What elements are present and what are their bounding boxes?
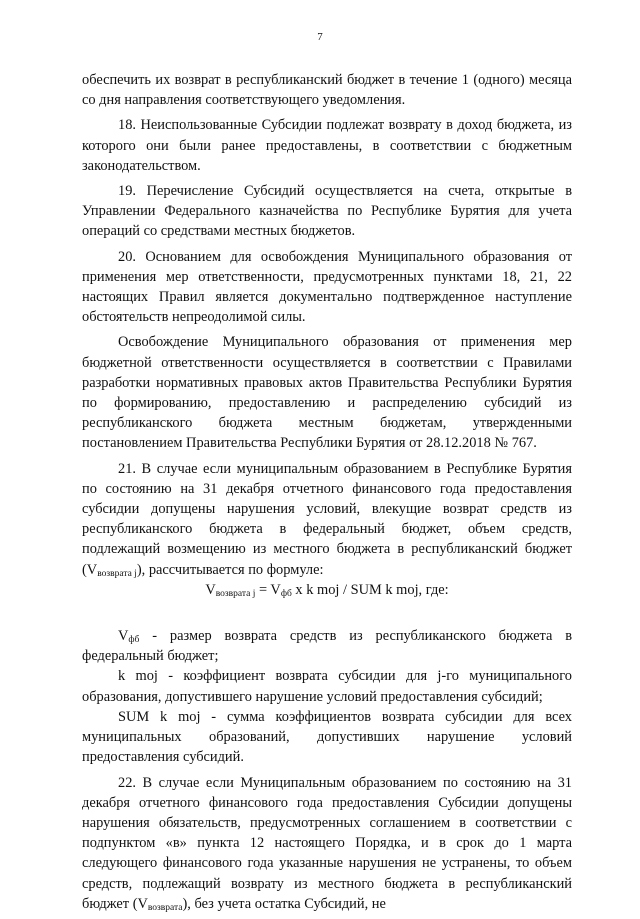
definition-vfb bbox=[82, 626, 572, 666]
formula-end: x k moj / SUM k moj, где: bbox=[291, 581, 449, 598]
definition-vfb-v: V bbox=[118, 628, 129, 645]
paragraph-21-end: ), рассчитывается по формуле: bbox=[136, 561, 324, 578]
paragraph-21-subscript: возврата j bbox=[97, 568, 137, 579]
paragraph-22-end: ), без учета остатка Субсидий, не bbox=[182, 895, 386, 912]
paragraph-18: 18. Неиспользованные Субсидии подлежат возврату в доход бюджета, из которого они были ранее предоставлены, в соответствии с бюджетным законодательством. bbox=[82, 117, 572, 174]
paragraph-22-subscript: возврата bbox=[147, 902, 183, 913]
paragraph-20-release: Освобождение Муниципального образования от применения мер бюджетной ответственности осуществляется в соответствии с Правилами разработки нормативных правовых актов Правительства Республики Бурятия по формированию, предоставлению и распределению субсидий из республиканского бюджета местным бюджетам, утвержденными постановлением Правительства Республики Бурятия от 28.12.2018 № 767. bbox=[82, 334, 572, 452]
formula-sub-return: возврата j bbox=[215, 588, 256, 599]
definition-vfb-sub: фб bbox=[128, 635, 140, 646]
page-number: 7 bbox=[317, 31, 323, 43]
definition-kmoj: k moj - коэффициент возврата субсидии для j-го муниципального образования, допустившего нарушение условий предоставления субсидий; bbox=[82, 668, 572, 705]
paragraph-21 bbox=[82, 459, 572, 580]
paragraph-19: 19. Перечисление Субсидий осуществляется на счета, открытые в Управлении Федерального казначейства по Республике Бурятия для учета операций со средствами местных бюджетов. bbox=[82, 183, 572, 240]
paragraph-continued: обеспечить их возврат в республиканский бюджет в течение 1 (одного) месяца со дня направления соответствующего уведомления. bbox=[82, 72, 572, 109]
paragraph-21-text: 21. В случае если муниципальным образованием в Республике Бурятия по состоянию на 31 декабря отчетного финансового года предоставления субсидии допущены нарушения условий, влекущие возврат средств из республиканского бюджета в федеральный бюджет, объем средств, подлежащий возмещению из местного бюджета в республиканский бюджет (V bbox=[82, 460, 572, 578]
paragraph-20: 20. Основанием для освобождения Муниципального образования от применения мер ответственности, предусмотренных пунктами 18, 21, 22 настоящих Правил является документально подтвержденное наступление обстоятельств непреодолимой силы. bbox=[82, 248, 572, 326]
formula bbox=[82, 580, 572, 600]
document-body bbox=[82, 70, 572, 919]
formula-sub-fb: фб bbox=[280, 588, 292, 599]
formula-v: V bbox=[205, 581, 216, 598]
paragraph-22-text: 22. В случае если Муниципальным образованием по состоянию на 31 декабря отчетного финансового года предоставления Субсидии допущены нарушения обязательств, предусмотренных соглашением в соответствии с подпунктом «в» пункта 12 настоящего Порядка, и в срок до 1 марта следующего финансового года указанные нарушения не устранены, то объем средств, подлежащий возврату из местного бюджета в республиканский бюджет (V bbox=[82, 774, 572, 912]
definition-sum-kmoj: SUM k moj - сумма коэффициентов возврата субсидии для всех муниципальных образований, допустивших нарушение условий предоставления субсидий. bbox=[82, 708, 572, 766]
definition-vfb-text: - размер возврата средств из республиканского бюджета в федеральный бюджет; bbox=[82, 628, 572, 665]
formula-mid: = V bbox=[255, 581, 281, 598]
paragraph-22 bbox=[82, 773, 572, 914]
